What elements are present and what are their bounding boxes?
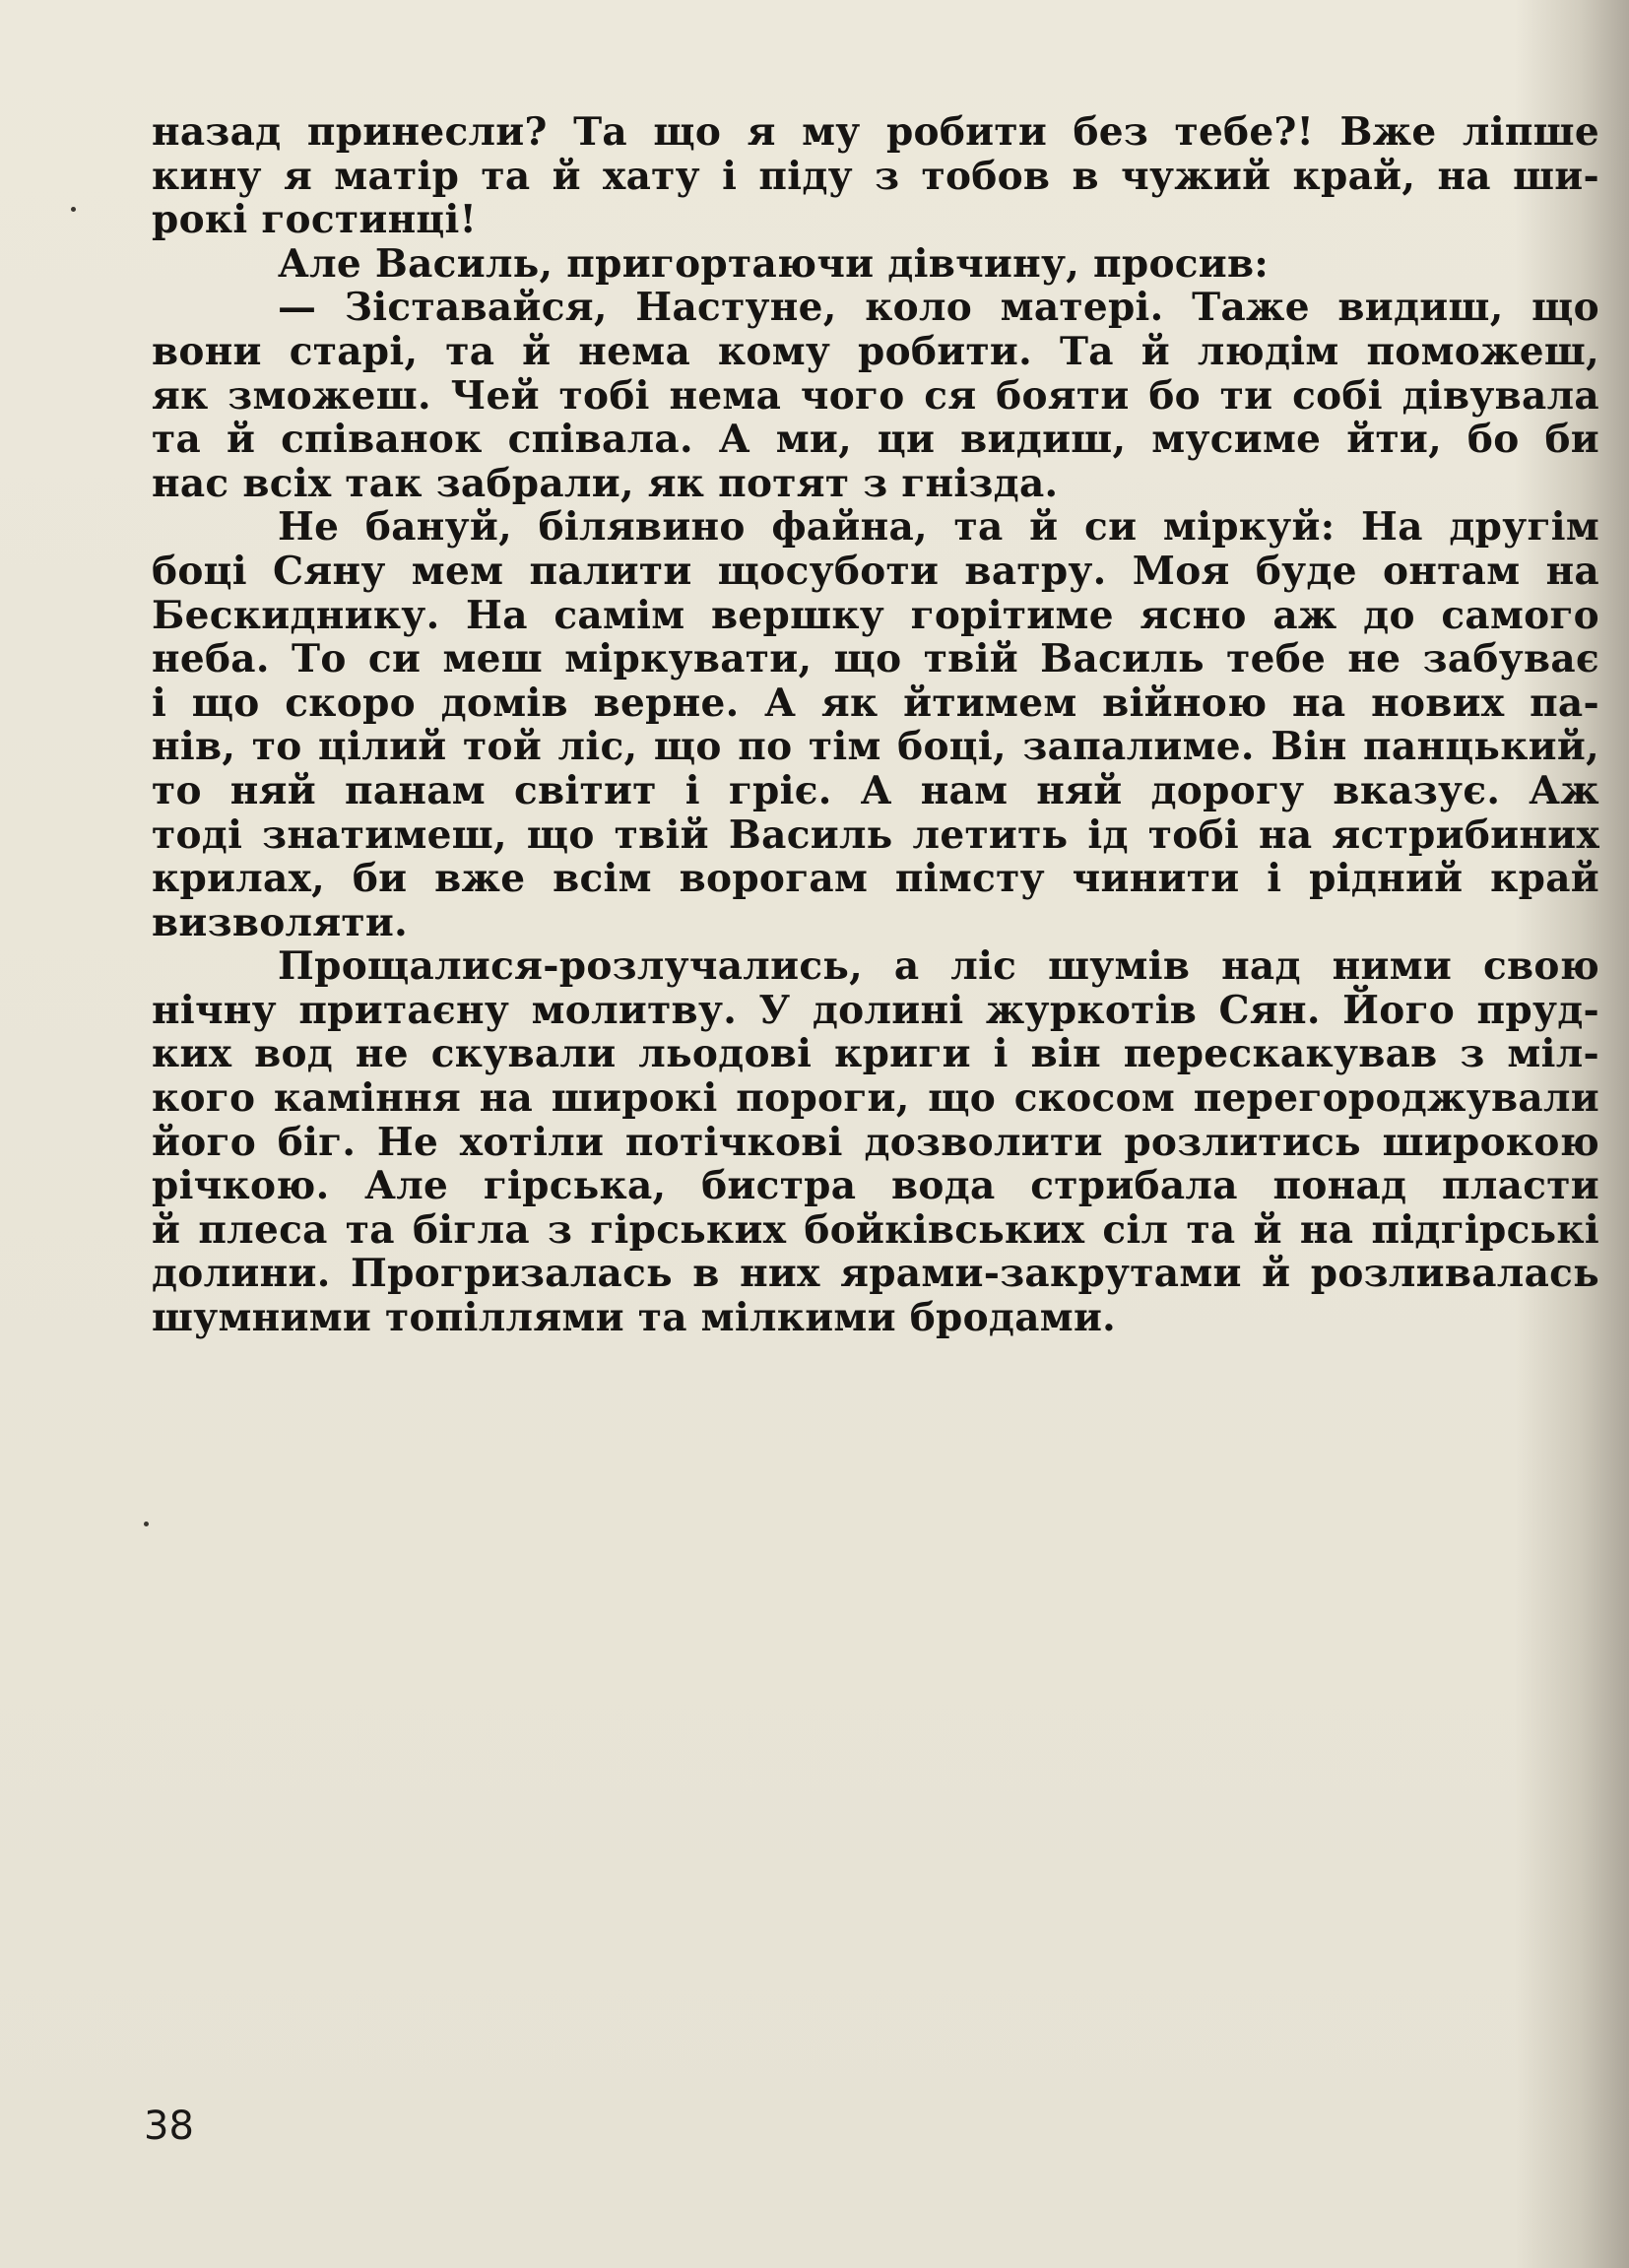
text-line: нів, то цілий той ліс, що по тім боці, запалиме. Він панцький, [152, 724, 1599, 770]
text-line: шумними топіллями та мілкими бродами. [152, 1295, 1117, 1341]
text-line: тоді знатимеш, що твій Василь летить ід тобі на ястрибиних [152, 811, 1599, 858]
page-number: 38 [144, 2104, 194, 2149]
text-line: Не бануй, білявино файна, та й си міркуй: На другім [278, 504, 1599, 551]
page-body-text [152, 110, 1599, 1340]
text-line: й плеса та бігла з гірських бойківських сіл та й на підгірські [152, 1206, 1599, 1253]
text-line: крилах, би вже всім ворогам пімсту чинити і рідний край [152, 856, 1599, 902]
text-line: неба. То си меш міркувати, що твій Василь тебе не забуває [152, 636, 1599, 682]
paper-speck [144, 1522, 149, 1526]
text-line: як зможеш. Чей тобі нема чого ся бояти бо ти собі дівувала [152, 372, 1599, 419]
text-line: то няй панам світит і гріє. А нам няй дорогу вказує. Аж [152, 767, 1599, 813]
text-line: боці Сяну мем палити щосуботи ватру. Моя буде онтам на [152, 548, 1599, 594]
text-line: річкою. Але гірська, бистра вода стрибала понад пласти [152, 1163, 1599, 1209]
text-line: кого каміння на широкі пороги, що скосом перегороджували [152, 1075, 1599, 1122]
text-line: кину я матір та й хату і піду з тобов в чужий край, на ши- [152, 153, 1599, 199]
text-line: нічну притаєну молитву. У долині журкотів Сян. Його пруд- [152, 987, 1599, 1033]
text-line: і що скоро домів верне. А як йтимем війною на нових па- [152, 680, 1599, 726]
text-line: його біг. Не хотіли потічкові дозволити розлитись широкою [152, 1119, 1599, 1165]
text-line: долини. Прогризалась в них ярами-закрутами й розливалась [152, 1251, 1599, 1297]
text-line: Прощалися-розлучались, а ліс шумів над ними свою [278, 943, 1599, 990]
text-line: рокі гостинці! [152, 197, 478, 243]
text-line: — Зіставайся, Настуне, коло матері. Таже видиш, що [278, 285, 1599, 331]
text-line: вони старі, та й нема кому робити. Та й людім поможеш, [152, 328, 1599, 374]
paper-speck [71, 207, 76, 212]
text-line: назад принесли? Та що я му робити без тебе?! Вже ліпше [152, 109, 1599, 155]
text-line: Але Василь, пригортаючи дівчину, просив: [278, 240, 1270, 287]
text-line: ких вод не скували льодові криги і він перескакував з міл- [152, 1031, 1599, 1077]
text-line: та й співанок співала. А ми, ци видиш, мусиме йти, бо би [152, 417, 1599, 463]
text-line: визволяти. [152, 899, 409, 945]
text-line: Бескиднику. На самім вершку горітиме ясно аж до самого [152, 592, 1599, 638]
text-line: нас всіх так забрали, як потят з гнізда. [152, 460, 1059, 506]
